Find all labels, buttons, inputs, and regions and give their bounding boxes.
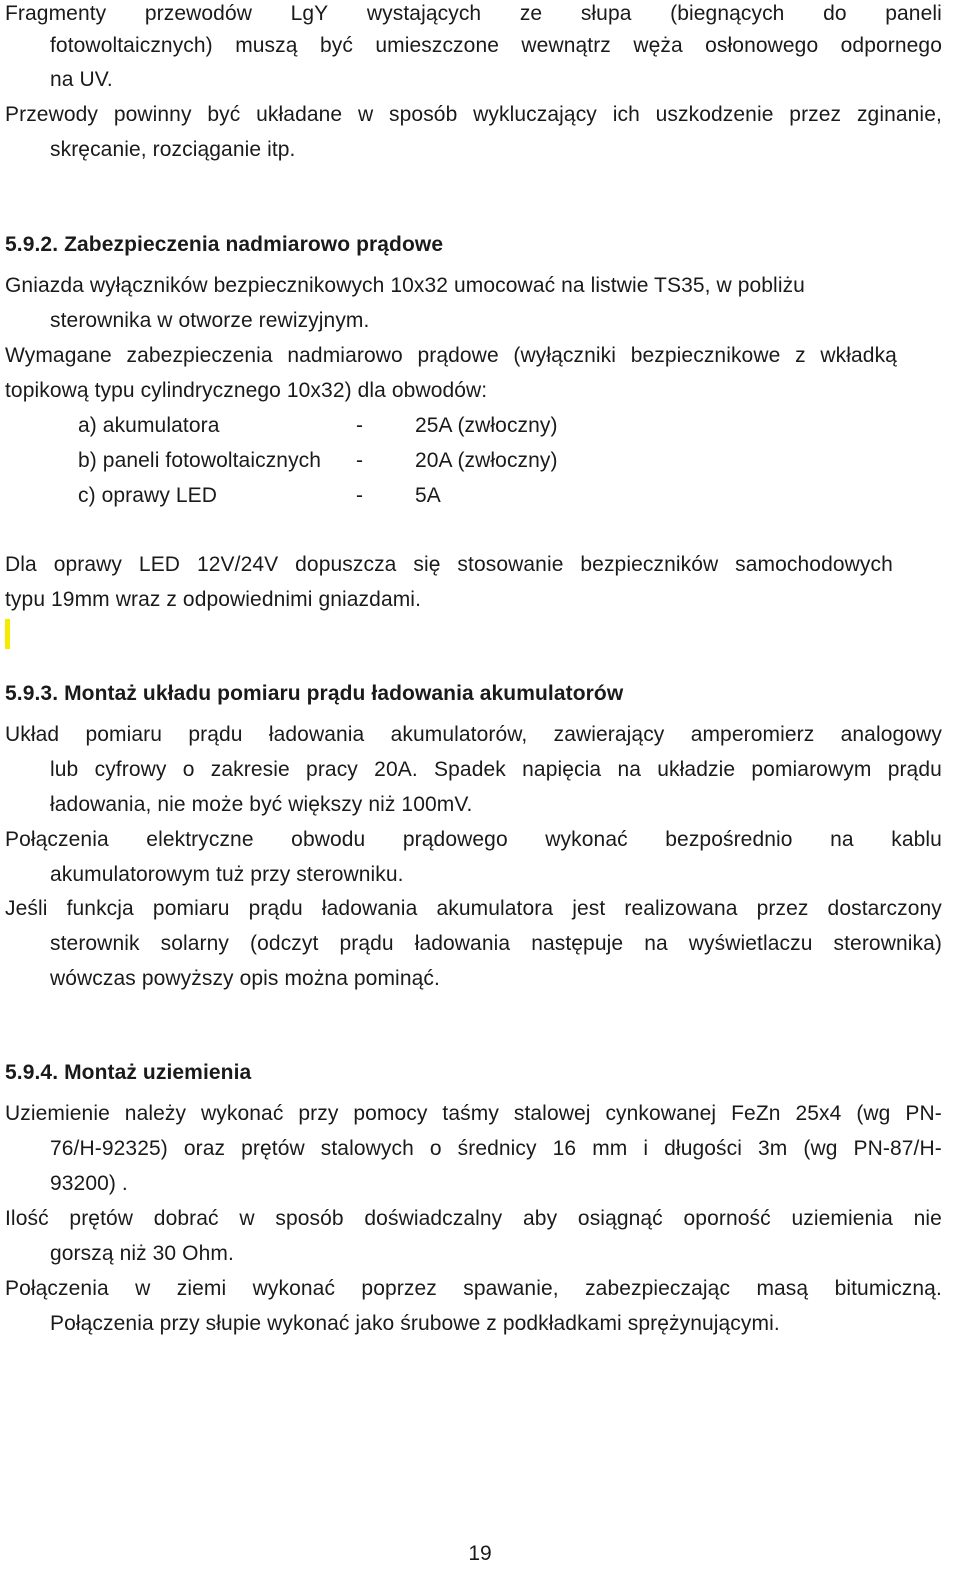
word: umieszczone — [375, 34, 499, 57]
text-line: typu 19mm wraz z odpowiednimi gniazdami. — [5, 588, 422, 611]
word: dostarczony — [827, 897, 942, 920]
word: prętów — [69, 1207, 134, 1230]
word: FeZn — [731, 1102, 781, 1125]
word: 12V/24V — [196, 553, 279, 576]
word: Przewody — [5, 103, 99, 126]
word: aby — [523, 1207, 558, 1230]
word: prądowe — [417, 344, 499, 367]
text-line — [5, 1100, 942, 1128]
word: funkcja — [66, 897, 134, 920]
text-line — [5, 551, 893, 579]
word: akumulatorów, — [390, 723, 528, 746]
word: pomiaru — [152, 897, 230, 920]
word: elektryczne — [146, 828, 254, 851]
word: paneli — [885, 2, 942, 25]
word: 76/H-92325) — [50, 1137, 168, 1160]
word: stalowej — [513, 1102, 591, 1125]
word: prądu — [887, 758, 942, 781]
word: przewodów — [144, 2, 252, 25]
word: lub — [50, 758, 79, 781]
word: zabezpieczenia — [126, 344, 273, 367]
word: do — [823, 2, 847, 25]
word: (wyłączniki — [513, 344, 617, 367]
list-item-dash: - — [356, 414, 364, 437]
word: Jeśli — [5, 897, 48, 920]
text-line — [5, 101, 942, 129]
text-line — [5, 0, 942, 28]
word: bezpieczników — [580, 553, 719, 576]
word: sposób — [389, 103, 458, 126]
list-item-value: 20A (zwłoczny) — [415, 449, 558, 472]
word: obwodu — [291, 828, 366, 851]
word: bezpośrednio — [665, 828, 793, 851]
word: amperomierz — [690, 723, 815, 746]
word: powinny — [113, 103, 192, 126]
section-heading: 5.9.3. Montaż układu pomiaru prądu ładowania akumulatorów — [5, 682, 624, 705]
word: taśmy — [442, 1102, 499, 1125]
word: jest — [572, 897, 606, 920]
list-item-label: b) paneli fotowoltaicznych — [78, 449, 322, 472]
word: być — [207, 103, 241, 126]
word: Połączenia — [5, 828, 109, 851]
word: węża — [633, 34, 683, 57]
word: ładowania — [321, 897, 418, 920]
word: wkładką — [820, 344, 897, 367]
word: pracy — [306, 758, 358, 781]
word: wewnątrz — [521, 34, 611, 57]
text-line — [5, 1275, 942, 1303]
word: na — [644, 932, 668, 955]
word: PN- — [905, 1102, 942, 1125]
text-line: topikową typu cylindrycznego 10x32) dla obwodów: — [5, 379, 488, 402]
word: uszkodzenie — [655, 103, 774, 126]
word: pomiaru — [85, 723, 163, 746]
text-line — [5, 826, 942, 854]
word: zginanie, — [856, 103, 942, 126]
word: zakresie — [210, 758, 290, 781]
list-item-value: 25A (zwłoczny) — [415, 414, 558, 437]
word: (odczyt — [250, 932, 319, 955]
word: przy — [298, 1102, 339, 1125]
word: oprawy — [53, 553, 123, 576]
word: nadmiarowo — [287, 344, 403, 367]
highlight-mark — [5, 619, 10, 649]
word: sterownika) — [833, 932, 942, 955]
word: doświadczalny — [364, 1207, 503, 1230]
word: o — [429, 1137, 442, 1160]
word: masą — [756, 1277, 809, 1300]
word: na — [830, 828, 854, 851]
text-line: sterownika w otworze rewizyjnym. — [50, 309, 370, 332]
word: kablu — [891, 828, 942, 851]
word: ziemi — [176, 1277, 227, 1300]
text-line: gorszą niż 30 Ohm. — [50, 1242, 234, 1265]
text-line: ładowania, nie może być większy niż 100mV. — [50, 793, 473, 816]
section-heading: 5.9.4. Montaż uziemienia — [5, 1061, 252, 1084]
word: nie — [913, 1207, 942, 1230]
word: muszą — [235, 34, 298, 57]
word: Układ — [5, 723, 60, 746]
text-line — [5, 342, 897, 370]
text-line: akumulatorowym tuż przy sterowniku. — [50, 863, 404, 886]
word: prądu — [248, 897, 303, 920]
section-heading: 5.9.2. Zabezpieczenia nadmiarowo prądowe — [5, 233, 444, 256]
word: wykonać — [201, 1102, 284, 1125]
word: Wymagane — [5, 344, 112, 367]
word: długości — [664, 1137, 743, 1160]
word: wykluczający — [473, 103, 597, 126]
word: oraz — [183, 1137, 226, 1160]
word: prądowego — [402, 828, 508, 851]
word: Dla — [5, 553, 37, 576]
word: ładowania — [414, 932, 511, 955]
word: być — [319, 34, 353, 57]
text-line — [50, 930, 942, 958]
word: poprzez — [361, 1277, 437, 1300]
word: odpornego — [840, 34, 942, 57]
text-line — [50, 756, 942, 784]
text-line — [5, 721, 942, 749]
word: (wg — [803, 1137, 838, 1160]
word: dobrać — [153, 1207, 219, 1230]
word: stosowanie — [457, 553, 564, 576]
text-line: 93200) . — [50, 1172, 128, 1195]
word: należy — [124, 1102, 187, 1125]
word: samochodowych — [735, 553, 893, 576]
word: ze — [519, 2, 543, 25]
word: cynkowanej — [605, 1102, 717, 1125]
word: napięcia — [522, 758, 602, 781]
word: zawierający — [553, 723, 665, 746]
word: (wg — [856, 1102, 891, 1125]
word: i — [643, 1137, 649, 1160]
word: ich — [612, 103, 640, 126]
word: prętów — [241, 1137, 305, 1160]
word: wykonać — [252, 1277, 336, 1300]
word: przez — [789, 103, 842, 126]
word: uziemienia — [791, 1207, 893, 1230]
word: prądu — [188, 723, 243, 746]
word: wystających — [366, 2, 482, 25]
word: 16 — [552, 1137, 577, 1160]
word: PN-87/H- — [853, 1137, 942, 1160]
list-item-dash: - — [356, 484, 364, 507]
word: Ilość — [5, 1207, 49, 1230]
word: 25x4 — [795, 1102, 842, 1125]
word: na — [617, 758, 641, 781]
word: układane — [256, 103, 343, 126]
list-item-dash: - — [356, 449, 364, 472]
word: LgY — [290, 2, 329, 25]
word: Uziemienie — [5, 1102, 110, 1125]
text-line: na UV. — [50, 68, 113, 91]
word: analogowy — [840, 723, 942, 746]
word: pomiarowym — [751, 758, 872, 781]
word: sposób — [275, 1207, 344, 1230]
list-item-label: c) oprawy LED — [78, 484, 218, 507]
word: bezpiecznikowe — [630, 344, 781, 367]
word: w — [135, 1277, 151, 1300]
word: fotowoltaicznych) — [50, 34, 213, 57]
word: (biegnących — [670, 2, 785, 25]
word: spawanie, — [463, 1277, 559, 1300]
text-line — [50, 32, 942, 60]
word: prądu — [339, 932, 394, 955]
word: następuje — [531, 932, 624, 955]
text-line: skręcanie, rozciąganie itp. — [50, 138, 296, 161]
word: 3m — [758, 1137, 788, 1160]
list-item-value: 5A — [415, 484, 441, 507]
word: słupa — [580, 2, 632, 25]
word: wykonać — [545, 828, 628, 851]
text-line — [5, 1205, 942, 1233]
word: się — [413, 553, 441, 576]
word: LED — [138, 553, 181, 576]
list-item-label: a) akumulatora — [78, 414, 220, 437]
word: Spadek — [434, 758, 506, 781]
word: dopuszcza — [295, 553, 397, 576]
text-line: wówczas powyższy opis można pominąć. — [50, 967, 440, 990]
word: realizowana — [624, 897, 738, 920]
word: oporność — [683, 1207, 771, 1230]
word: mm — [592, 1137, 628, 1160]
word: osłonowego — [705, 34, 819, 57]
word: z — [795, 344, 806, 367]
word: Połączenia — [5, 1277, 109, 1300]
word: o — [182, 758, 195, 781]
word: bitumiczną. — [834, 1277, 942, 1300]
word: Fragmenty — [5, 2, 107, 25]
text-line: Gniazda wyłączników bezpiecznikowych 10x32 umocować na listwie TS35, w pobliżu — [5, 274, 805, 297]
text-line — [5, 895, 942, 923]
word: zabezpieczając — [585, 1277, 731, 1300]
word: przez — [756, 897, 809, 920]
word: w — [357, 103, 374, 126]
word: pomocy — [353, 1102, 428, 1125]
word: sterownik — [50, 932, 140, 955]
word: akumulatora — [436, 897, 554, 920]
word: osiągnąć — [577, 1207, 663, 1230]
text-line: Połączenia przy słupie wykonać jako śrubowe z podkładkami sprężynującymi. — [50, 1312, 780, 1335]
word: cyfrowy — [94, 758, 167, 781]
word: wyświetlaczu — [688, 932, 813, 955]
word: w — [239, 1207, 255, 1230]
word: stalowych — [320, 1137, 414, 1160]
word: średnicy — [457, 1137, 537, 1160]
word: 20A. — [374, 758, 418, 781]
word: solarny — [160, 932, 230, 955]
text-line — [50, 1135, 942, 1163]
word: ładowania — [268, 723, 365, 746]
word: układzie — [657, 758, 736, 781]
page-number: 19 — [468, 1542, 492, 1565]
